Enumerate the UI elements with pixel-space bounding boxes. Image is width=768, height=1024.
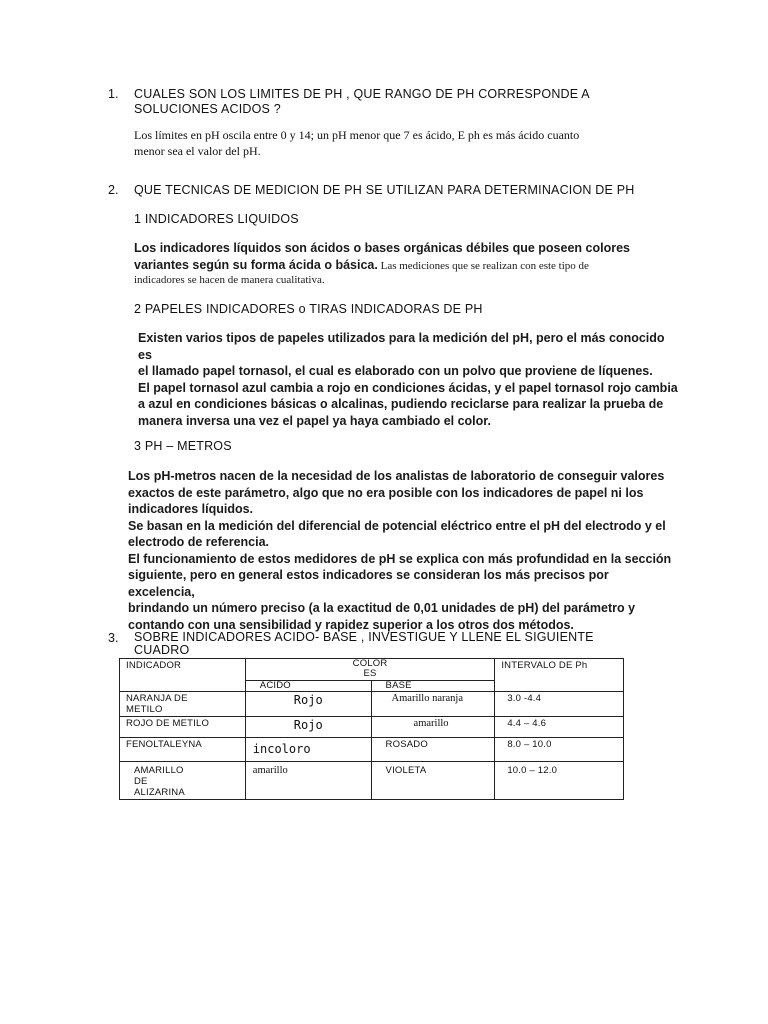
q3-number: 3. xyxy=(108,631,119,645)
q1-number: 1. xyxy=(108,87,119,101)
q2-section2-line: a azul en condiciones básicas o alcalinas, pudiendo reciclarse para realizar la prueba de xyxy=(138,397,664,411)
cell-base: VIOLETA xyxy=(371,762,495,800)
q2-section1-line1: Los indicadores líquidos son ácidos o bases orgánicas débiles que poseen colores xyxy=(134,241,630,255)
cell-base: ROSADO xyxy=(371,738,495,762)
cell-base: Amarillo naranja xyxy=(371,692,495,717)
q2-section1-heading: 1 INDICADORES LIQUIDOS xyxy=(134,212,299,226)
header-colores-line2: ES xyxy=(363,668,377,679)
q2-section3-line: indicadores líquidos. xyxy=(128,502,254,516)
q2-section3-line: electrodo de referencia. xyxy=(128,535,270,549)
q2-section2-line: manera inversa una vez el papel ya haya cambiado el color. xyxy=(138,413,491,428)
q2-question: QUE TECNICAS DE MEDICION DE PH SE UTILIZAN PARA DETERMINACION DE PH xyxy=(134,183,635,197)
cell-indicador-line: AMARILLO xyxy=(134,765,184,776)
q2-section3-body xyxy=(128,468,673,633)
cell-intervalo: 10.0 – 12.0 xyxy=(495,762,624,800)
q2-section1-line2-small: Las mediciones que se realizan con este tipo de xyxy=(377,259,589,272)
q2-section1-line3: indicadores se hacen de manera cualitativa. xyxy=(134,274,325,286)
cell-intervalo: 8.0 – 10.0 xyxy=(495,738,624,762)
cell-indicador xyxy=(120,762,246,800)
q2-section2-line: El papel tornasol azul cambia a rojo en condiciones ácidas, y el papel tornasol rojo cambia xyxy=(138,380,678,395)
cell-intervalo: 4.4 – 4.6 xyxy=(495,717,624,738)
cell-intervalo: 3.0 -4.4 xyxy=(495,692,624,717)
cell-acido: Rojo xyxy=(245,692,371,717)
cell-base: amarillo xyxy=(371,717,495,738)
header-indicador: INDICADOR xyxy=(120,659,246,692)
header-acido: ACIDO xyxy=(245,681,371,692)
cell-acido: amarillo xyxy=(245,762,371,800)
q2-section3-line: siguiente, pero en general estos indicadores se consideran los más precisos por excelencia, xyxy=(128,568,609,599)
q2-number: 2. xyxy=(108,183,119,197)
q3-question-line2: CUADRO xyxy=(134,643,190,657)
q2-section3-line: exactos de este parámetro, algo que no era posible con los indicadores de papel ni los xyxy=(128,485,644,500)
header-colores xyxy=(245,659,495,681)
cell-indicador: FENOLTALEYNA xyxy=(120,738,246,762)
q2-section1-line2 xyxy=(134,257,674,275)
q1-question-line2: SOLUCIONES ACIDOS ? xyxy=(134,102,281,116)
q1-question xyxy=(134,87,590,117)
q1-question-line1: CUALES SON LOS LIMITES DE PH , QUE RANGO DE PH CORRESPONDE A xyxy=(134,87,590,101)
q2-section3-line: Los pH-metros nacen de la necesidad de los analistas de laboratorio de conseguir valores xyxy=(128,469,665,483)
q3-question xyxy=(134,631,594,657)
cell-indicador: ROJO DE METILO xyxy=(120,717,246,738)
cell-indicador-line: ALIZARINA xyxy=(134,787,185,798)
q2-section1-line2-bold: variantes según su forma ácida o básica. xyxy=(134,257,378,272)
q3-question-line1: SOBRE INDICADORES ACIDO- BASE , INVESTIGUE Y LLENE EL SIGUIENTE xyxy=(134,630,594,644)
q1-answer-line1: Los límites en pH oscila entre 0 y 14; un pH menor que 7 es ácido, E ph es más ácido cuanto xyxy=(134,128,580,142)
cell-indicador-line: NARANJA DE xyxy=(126,693,188,704)
q2-section3-line: Se basan en la medición del diferencial de potencial eléctrico entre el pH del electrodo y el xyxy=(128,518,666,533)
cell-acido: incoloro xyxy=(245,738,371,762)
q2-section1-body xyxy=(134,240,674,286)
table-row xyxy=(120,762,624,800)
header-intervalo: INTERVALO DE Ph xyxy=(495,659,624,692)
cell-indicador-line: DE xyxy=(134,776,148,787)
table-row xyxy=(120,717,624,738)
cell-indicador xyxy=(120,692,246,717)
q2-section2-heading: 2 PAPELES INDICADORES o TIRAS INDICADORAS DE PH xyxy=(134,302,483,316)
q2-section2-body xyxy=(138,330,678,429)
q2-section2-line: Existen varios tipos de papeles utilizados para la medición del pH, pero el más conocido es xyxy=(138,331,665,362)
q1-answer xyxy=(134,127,654,159)
q2-section3-line: contando con una sensibilidad y rapidez superior a los otros dos métodos. xyxy=(128,617,574,632)
table-row xyxy=(120,692,624,717)
q2-section3-heading: 3 PH – METROS xyxy=(134,439,232,453)
header-base: BASE xyxy=(371,681,495,692)
q2-section2-line: el llamado papel tornasol, el cual es elaborado con un polvo que proviene de líquenes. xyxy=(138,364,653,378)
table-header-row xyxy=(120,659,624,681)
indicator-table xyxy=(119,658,624,800)
q2-section3-line: brindando un número preciso (a la exactitud de 0,01 unidades de pH) del parámetro y xyxy=(128,601,636,615)
cell-indicador-line: METILO xyxy=(126,704,163,715)
cell-acido: Rojo xyxy=(245,717,371,738)
header-colores-line1: COLOR xyxy=(352,658,388,669)
q2-section3-line: El funcionamiento de estos medidores de pH se explica con más profundidad en la sección xyxy=(128,551,672,566)
table-row xyxy=(120,738,624,762)
q1-answer-line2: menor sea el valor del pH. xyxy=(134,144,261,158)
